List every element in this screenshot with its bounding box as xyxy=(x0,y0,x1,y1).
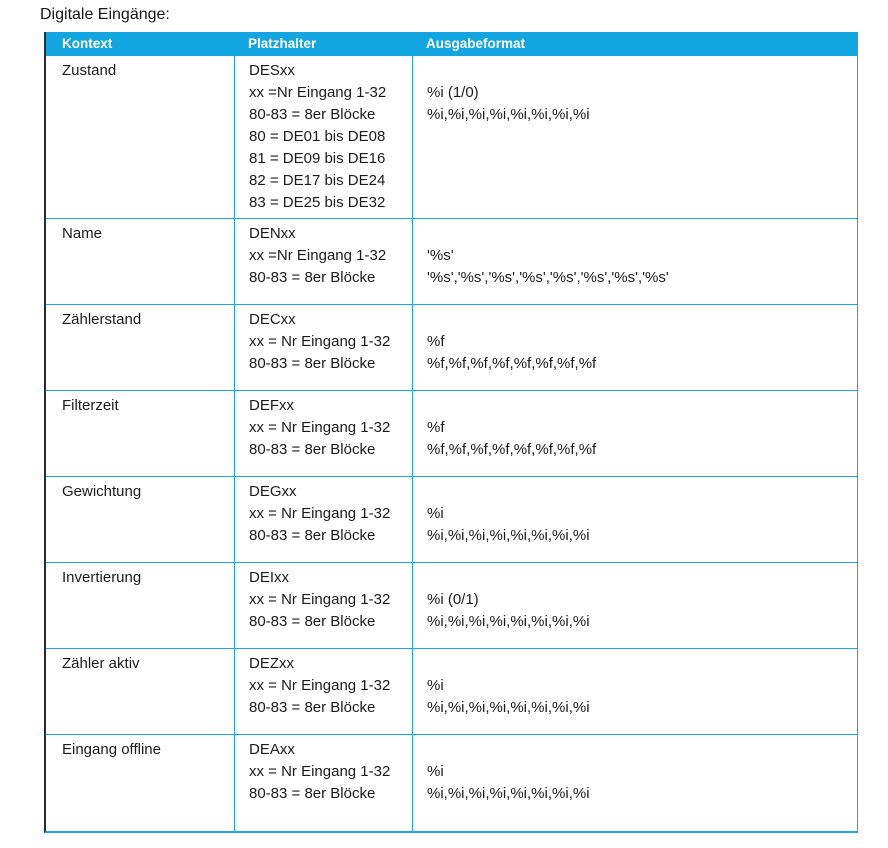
platzhalter-line: 80-83 = 8er Blöcke xyxy=(249,269,376,286)
ausgabeformat-line: %f xyxy=(427,419,445,436)
ausgabeformat-line: %i,%i,%i,%i,%i,%i,%i,%i xyxy=(427,106,590,123)
kontext-text: Name xyxy=(62,225,103,242)
platzhalter-line: xx = Nr Eingang 1-32 xyxy=(249,591,391,608)
platzhalter-line: 80-83 = 8er Blöcke xyxy=(249,441,376,458)
kontext-cell xyxy=(46,56,234,218)
kontext-text: Zähler aktiv xyxy=(62,655,140,672)
kontext-cell xyxy=(46,391,234,476)
ausgabeformat-line: %i,%i,%i,%i,%i,%i,%i,%i xyxy=(427,699,590,716)
column-header-kontext: Kontext xyxy=(62,36,113,51)
ausgabeformat-line: %i xyxy=(427,677,444,694)
platzhalter-line: DEAxx xyxy=(249,741,295,758)
platzhalter-cell xyxy=(234,391,412,476)
table-row xyxy=(46,56,857,219)
ausgabeformat-line: '%s','%s','%s','%s','%s','%s','%s','%s' xyxy=(427,269,669,286)
ausgabeformat-line xyxy=(427,395,851,417)
kontext-text: Zustand xyxy=(62,62,117,79)
ausgabeformat-line xyxy=(427,567,851,589)
platzhalter-line: xx = Nr Eingang 1-32 xyxy=(249,419,391,436)
platzhalter-cell xyxy=(234,219,412,304)
kontext-text: Zählerstand xyxy=(62,311,142,328)
platzhalter-line: xx =Nr Eingang 1-32 xyxy=(249,247,387,264)
ausgabeformat-line: %i xyxy=(427,763,444,780)
platzhalter-line: 80-83 = 8er Blöcke xyxy=(249,355,376,372)
ausgabeformat-cell xyxy=(412,391,857,476)
platzhalter-line: 80-83 = 8er Blöcke xyxy=(249,699,376,716)
kontext-cell xyxy=(46,477,234,562)
platzhalter-line: 80-83 = 8er Blöcke xyxy=(249,785,376,802)
ausgabeformat-line xyxy=(427,739,851,761)
ausgabeformat-line: %f,%f,%f,%f,%f,%f,%f,%f xyxy=(427,355,597,372)
ausgabeformat-line xyxy=(427,653,851,675)
platzhalter-cell xyxy=(234,649,412,734)
kontext-cell xyxy=(46,649,234,734)
ausgabeformat-line: %f xyxy=(427,333,445,350)
platzhalter-line: DEGxx xyxy=(249,483,297,500)
platzhalter-cell xyxy=(234,735,412,831)
digital-inputs-table xyxy=(44,32,858,833)
column-header-platzhalter: Platzhalter xyxy=(248,36,317,51)
platzhalter-line: 80-83 = 8er Blöcke xyxy=(249,106,376,123)
platzhalter-line: xx = Nr Eingang 1-32 xyxy=(249,333,391,350)
platzhalter-line: DEFxx xyxy=(249,397,294,414)
platzhalter-line: DEIxx xyxy=(249,569,290,586)
ausgabeformat-line: %i (1/0) xyxy=(427,84,479,101)
platzhalter-line: DENxx xyxy=(249,225,296,242)
ausgabeformat-line: %i (0/1) xyxy=(427,591,479,608)
kontext-cell xyxy=(46,219,234,304)
platzhalter-line: DECxx xyxy=(249,311,296,328)
kontext-text: Gewichtung xyxy=(62,483,142,500)
platzhalter-line: xx =Nr Eingang 1-32 xyxy=(249,84,387,101)
platzhalter-line: xx = Nr Eingang 1-32 xyxy=(249,763,391,780)
platzhalter-line: xx = Nr Eingang 1-32 xyxy=(249,677,391,694)
table-row xyxy=(46,391,857,477)
platzhalter-cell xyxy=(234,477,412,562)
ausgabeformat-cell xyxy=(412,305,857,390)
table-row xyxy=(46,305,857,391)
ausgabeformat-cell xyxy=(412,735,857,831)
ausgabeformat-line: %f,%f,%f,%f,%f,%f,%f,%f xyxy=(427,441,597,458)
ausgabeformat-line xyxy=(427,309,851,331)
table-body xyxy=(46,56,857,831)
platzhalter-line: 80 = DE01 bis DE08 xyxy=(249,128,386,145)
ausgabeformat-line: %i,%i,%i,%i,%i,%i,%i,%i xyxy=(427,613,590,630)
kontext-cell xyxy=(46,563,234,648)
table-row xyxy=(46,649,857,735)
platzhalter-line: 81 = DE09 bis DE16 xyxy=(249,150,386,167)
table-row xyxy=(46,563,857,649)
kontext-cell xyxy=(46,305,234,390)
platzhalter-cell xyxy=(234,56,412,218)
ausgabeformat-cell xyxy=(412,649,857,734)
platzhalter-line: xx = Nr Eingang 1-32 xyxy=(249,505,391,522)
platzhalter-line: DESxx xyxy=(249,62,295,79)
ausgabeformat-cell xyxy=(412,477,857,562)
kontext-text: Filterzeit xyxy=(62,397,119,414)
table-header-row xyxy=(46,32,857,56)
kontext-text: Eingang offline xyxy=(62,741,161,758)
ausgabeformat-cell xyxy=(412,219,857,304)
table-row xyxy=(46,735,857,831)
ausgabeformat-line xyxy=(427,60,851,82)
kontext-cell xyxy=(46,735,234,831)
ausgabeformat-line: %i xyxy=(427,505,444,522)
platzhalter-line: 83 = DE25 bis DE32 xyxy=(249,194,386,211)
column-header-ausgabeformat: Ausgabeformat xyxy=(426,36,526,51)
platzhalter-cell xyxy=(234,563,412,648)
ausgabeformat-line: %i,%i,%i,%i,%i,%i,%i,%i xyxy=(427,527,590,544)
ausgabeformat-cell xyxy=(412,563,857,648)
kontext-text: Invertierung xyxy=(62,569,142,586)
platzhalter-line: 80-83 = 8er Blöcke xyxy=(249,613,376,630)
ausgabeformat-line: '%s' xyxy=(427,247,454,264)
ausgabeformat-line xyxy=(427,481,851,503)
platzhalter-cell xyxy=(234,305,412,390)
ausgabeformat-line: %i,%i,%i,%i,%i,%i,%i,%i xyxy=(427,785,590,802)
table-row xyxy=(46,477,857,563)
ausgabeformat-cell xyxy=(412,56,857,218)
table-row xyxy=(46,219,857,305)
platzhalter-line: DEZxx xyxy=(249,655,294,672)
platzhalter-line: 82 = DE17 bis DE24 xyxy=(249,172,386,189)
ausgabeformat-line xyxy=(427,223,851,245)
platzhalter-line: 80-83 = 8er Blöcke xyxy=(249,527,376,544)
page-title: Digitale Eingänge: xyxy=(40,6,170,23)
